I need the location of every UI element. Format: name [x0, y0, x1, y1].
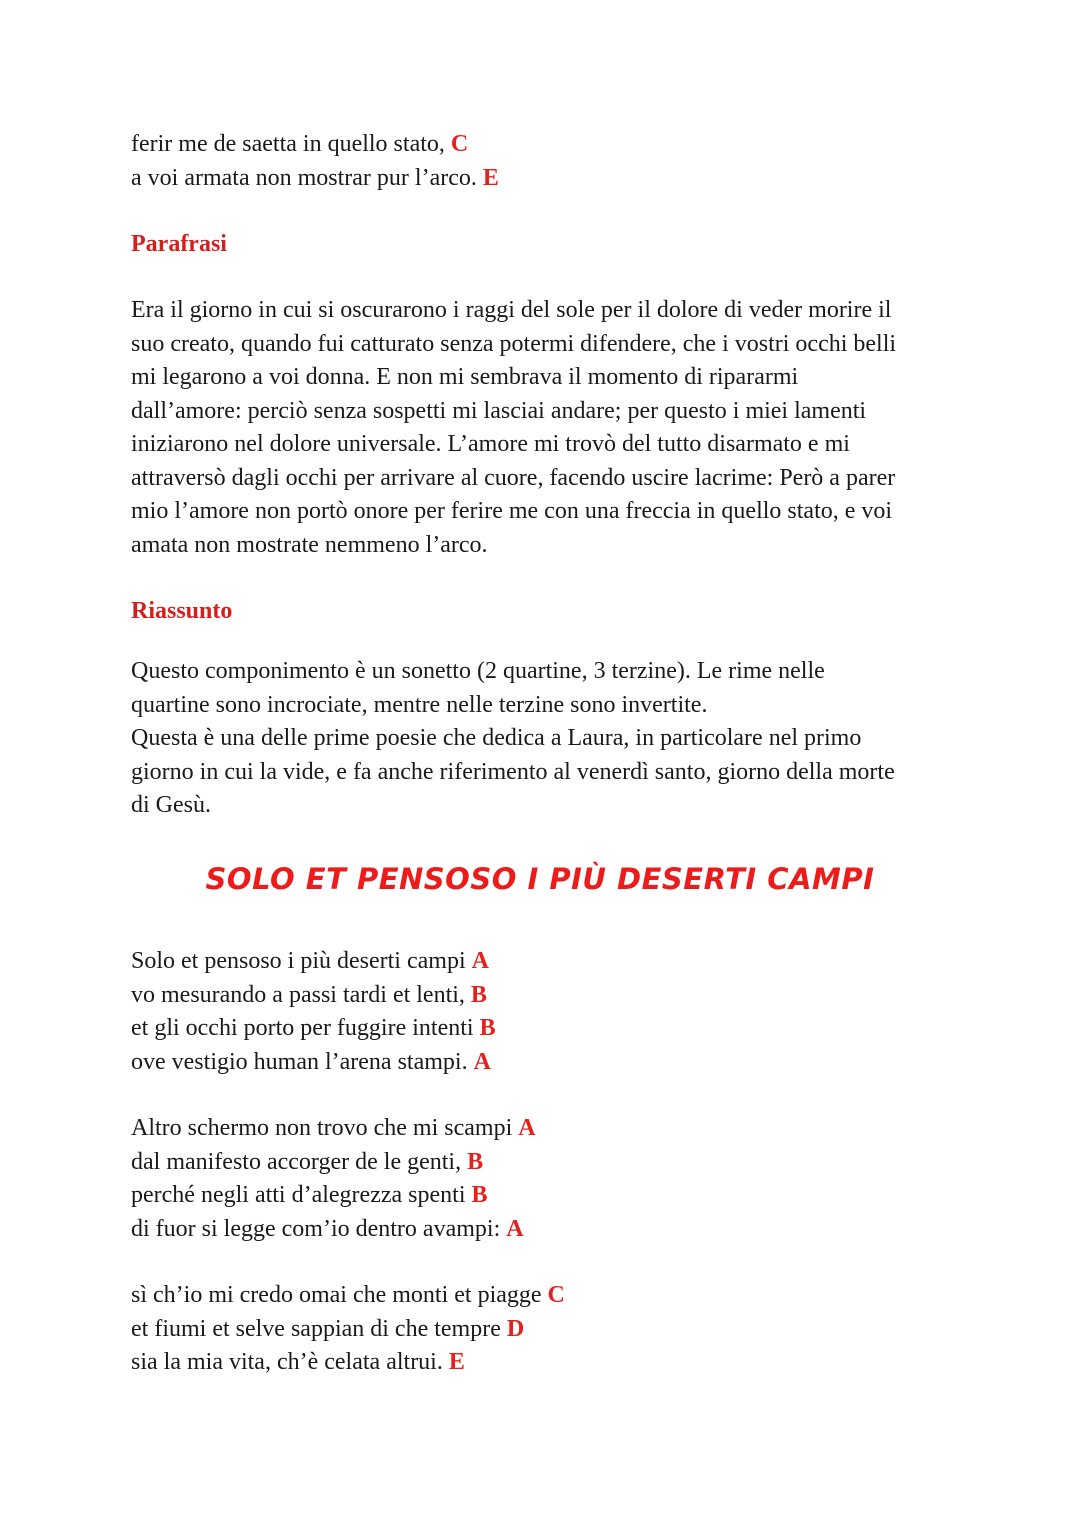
rhyme-letter: E	[482, 164, 499, 191]
parafrasi-heading: Parafrasi	[131, 231, 227, 257]
verse-line: et gli occhi porto per fuggire intenti B	[131, 1015, 496, 1041]
paragraph-line: quartine sono incrociate, mentre nelle terzine sono invertite.	[131, 691, 708, 718]
rhyme-letter: C	[547, 1282, 565, 1308]
verse-line: sia la mia vita, ch’è celata altrui. E	[131, 1349, 465, 1375]
rhyme-letter: B	[467, 1148, 484, 1175]
parafrasi-body	[131, 294, 951, 562]
rhyme-letter: A	[471, 948, 489, 974]
rhyme-letter: B	[470, 981, 487, 1008]
rhyme-letter: A	[518, 1115, 536, 1141]
rhyme-letter: A	[506, 1215, 524, 1242]
poem-body	[131, 945, 951, 1380]
rhyme-letter: A	[473, 1048, 491, 1075]
paragraph-line: di Gesù.	[131, 792, 211, 818]
paragraph-line: iniziarono nel dolore universale. L’amore mi trovò del tutto disarmato e mi	[131, 431, 850, 457]
riassunto-body	[131, 655, 951, 823]
verse-line: sì ch’io mi credo omai che monti et piagge C	[131, 1282, 565, 1308]
document-page	[131, 128, 951, 823]
verse-line: et fiumi et selve sappian di che tempre D	[131, 1315, 525, 1342]
verse-line: dal manifesto accorger de le genti, B	[131, 1148, 484, 1175]
paragraph-line: dall’amore: perciò senza sospetti mi lasciai andare; per questo i miei lamenti	[131, 397, 867, 424]
paragraph-line: giorno in cui la vide, e fa anche riferimento al venerdì santo, giorno della morte	[131, 758, 895, 785]
paragraph-line: mio l’amore non portò onore per ferire me con una freccia in quello stato, e voi	[131, 498, 893, 524]
rhyme-letter: E	[448, 1349, 465, 1375]
verse-line: vo mesurando a passi tardi et lenti, B	[131, 981, 487, 1008]
top-stanza	[131, 128, 951, 195]
paragraph-line: amata non mostrate nemmeno l’arco.	[131, 531, 488, 558]
stanza	[131, 1279, 951, 1380]
verse-line: ove vestigio human l’arena stampi. A	[131, 1048, 491, 1075]
verse-line: perché negli atti d’alegrezza spenti B	[131, 1182, 488, 1208]
verse-line: Solo et pensoso i più deserti campi A	[131, 948, 489, 974]
verse-line: a voi armata non mostrar pur l’arco. E	[131, 164, 499, 191]
poem-title: SOLO ET PENSOSO I PIÙ DESERTI CAMPI	[205, 862, 875, 896]
paragraph-line: mi legarono a voi donna. E non mi sembrava il momento di ripararmi	[131, 364, 799, 390]
stanza	[131, 945, 951, 1079]
verse-line: ferir me de saetta in quello stato, C	[131, 131, 469, 157]
paragraph-line: Era il giorno in cui si oscurarono i raggi del sole per il dolore di veder morire il	[131, 297, 892, 323]
verse-line: di fuor si legge com’io dentro avampi: A	[131, 1215, 524, 1242]
paragraph-line: Questa è una delle prime poesie che dedica a Laura, in particolare nel primo	[131, 725, 862, 751]
paragraph-line: Questo componimento è un sonetto (2 quartine, 3 terzine). Le rime nelle	[131, 658, 825, 684]
riassunto-heading: Riassunto	[131, 598, 233, 624]
paragraph-line: suo creato, quando fui catturato senza potermi difendere, che i vostri occhi belli	[131, 330, 897, 357]
rhyme-letter: B	[471, 1182, 488, 1208]
rhyme-letter: D	[506, 1315, 525, 1342]
rhyme-letter: B	[479, 1015, 496, 1041]
rhyme-letter: C	[450, 131, 469, 157]
verse-line: Altro schermo non trovo che mi scampi A	[131, 1115, 536, 1141]
paragraph-line: attraversò dagli occhi per arrivare al cuore, facendo uscire lacrime: Però a parer	[131, 464, 896, 491]
stanza	[131, 1112, 951, 1246]
